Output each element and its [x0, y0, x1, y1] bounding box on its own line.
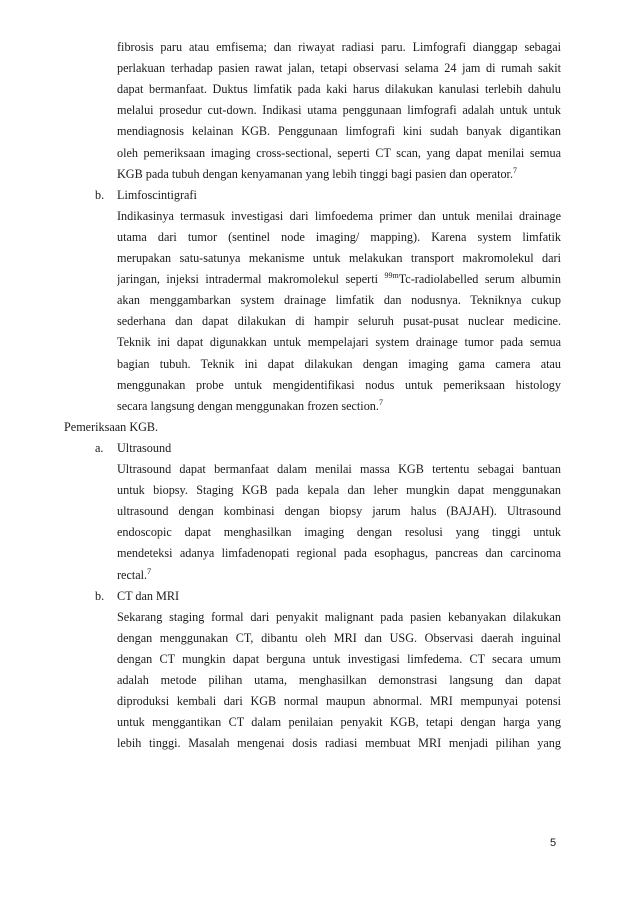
- paragraph-last-line: [117, 567, 561, 583]
- paragraph-line: akan menggambarkan system drainage limfatik dan nodusnya. Tekniknya cukup: [117, 293, 561, 308]
- subsection-title: CT dan MRI: [117, 588, 180, 603]
- paragraph-line: Sekarang staging formal dari penyakit malignant pada pasien kebanyakan dilakukan: [117, 609, 561, 624]
- paragraph-line: melalui prosedur cut-down. Indikasi utama penggunaan limfografi adalah untuk untuk: [117, 103, 561, 118]
- paragraph-line: sederhana dan dapat dilakukan di hampir seluruh pusat-pusat nuclear medicine.: [117, 314, 561, 329]
- paragraph-line: dengan menggunakan CT, dibantu oleh MRI dan USG. Observasi daerah inguinal: [117, 630, 561, 645]
- paragraph-line: merupakan satu-satunya mekanisme untuk melakukan transport makromolekul dari: [117, 251, 561, 265]
- paragraph-line: fibrosis paru atau emfisema; dan riwayat radiasi paru. Limfografi dianggap sebagai: [117, 40, 561, 54]
- section-heading: Pemeriksaan KGB.: [64, 419, 159, 434]
- subsection-title: Limfoscintigrafi: [117, 187, 197, 202]
- reference-superscript: 7: [513, 165, 517, 175]
- paragraph-line: [117, 271, 561, 287]
- paragraph-line: oleh pemeriksaan imaging cross-sectional, seperti CT scan, yang dapat menilai semua: [117, 145, 561, 160]
- paragraph-text: Tc-radiolabelled serum albumin: [398, 272, 561, 287]
- paragraph-line: untuk biopsy. Staging KGB pada kepala dan leher mungkin dapat menggunakan: [117, 483, 561, 498]
- paragraph-line: Indikasinya termasuk investigasi dari limfoedema primer dan untuk menilai drainage: [117, 208, 561, 223]
- paragraph-line: mendeteksi adanya limfadenopati regional pada esophagus, pancreas dan carcinoma: [117, 546, 561, 561]
- paragraph-line: untuk menggantikan CT dalam penilaian penyakit KGB, tetapi dengan harga yang: [117, 715, 561, 730]
- paragraph-last-line: [117, 166, 561, 182]
- paragraph-text: secara langsung dengan menggunakan frozen section.: [117, 398, 379, 413]
- paragraph-line: bagian tubuh. Teknik ini dapat dilakukan dengan imaging gama camera atau: [117, 356, 561, 371]
- paragraph-line: diproduksi kembali dari KGB normal maupun abnormal. MRI mempunyai potensi: [117, 694, 561, 709]
- paragraph-line: perlakuan terhadap pasien rawat jalan, tetapi observasi selama 24 jam di rumah sakit: [117, 61, 561, 76]
- paragraph-line: lebih tinggi. Masalah mengenai dosis radiasi membuat MRI menjadi pilihan yang: [117, 736, 561, 751]
- paragraph-line: utama dari tumor (sentinel node imaging/ mapping). Karena system limfatik: [117, 229, 561, 244]
- paragraph-line: endoscopic dapat menghasilkan imaging dengan resolusi yang tinggi untuk: [117, 525, 561, 540]
- paragraph-line: mendiagnosis kelainan KGB. Penggunaan limfografi kini sudah banyak digantikan: [117, 124, 561, 139]
- paragraph-line: Ultrasound dapat bermanfaat dalam menilai massa KGB tertentu sebagai bantuan: [117, 462, 561, 476]
- reference-superscript: 7: [147, 566, 152, 576]
- subsection-title: Ultrasound: [117, 440, 172, 455]
- paragraph-line: dapat bermanfaat. Duktus limfatik pada kaki harus dilakukan kanulasi terlebih dahulu: [117, 82, 561, 97]
- paragraph-line: adalah metode pilihan utama, menghasilkan demonstrasi langsung dan dapat: [117, 673, 561, 687]
- paragraph-text: rectal.: [117, 567, 148, 582]
- page-number: 5: [550, 837, 557, 849]
- paragraph-line: Teknik ini dapat digunakkan untuk mempelajari system drainage tumor pada semua: [117, 335, 561, 350]
- list-marker: b.: [95, 588, 105, 603]
- list-marker: b.: [95, 187, 105, 202]
- paragraph-text: KGB pada tubuh dengan kenyamanan yang lebih tinggi bagi pasien dan operator.: [117, 166, 513, 181]
- list-marker: a.: [95, 440, 104, 455]
- paragraph-line: ultrasound dengan kombinasi dengan biopsy jarum halus (BAJAH). Ultrasound: [117, 504, 561, 519]
- isotope-text: [384, 272, 561, 286]
- isotope-superscript: 99m: [384, 271, 399, 281]
- paragraph-text: jaringan, injeksi intradermal makromolekul seperti: [117, 272, 379, 287]
- paragraph-line: dengan CT mungkin dapat berguna untuk investigasi limfedema. CT secara umum: [117, 651, 561, 666]
- reference-superscript: 7: [378, 397, 383, 407]
- paragraph-line: menggunakan probe untuk mengidentifikasi nodus untuk pemeriksaan histology: [117, 377, 561, 392]
- paragraph-last-line: [117, 398, 561, 414]
